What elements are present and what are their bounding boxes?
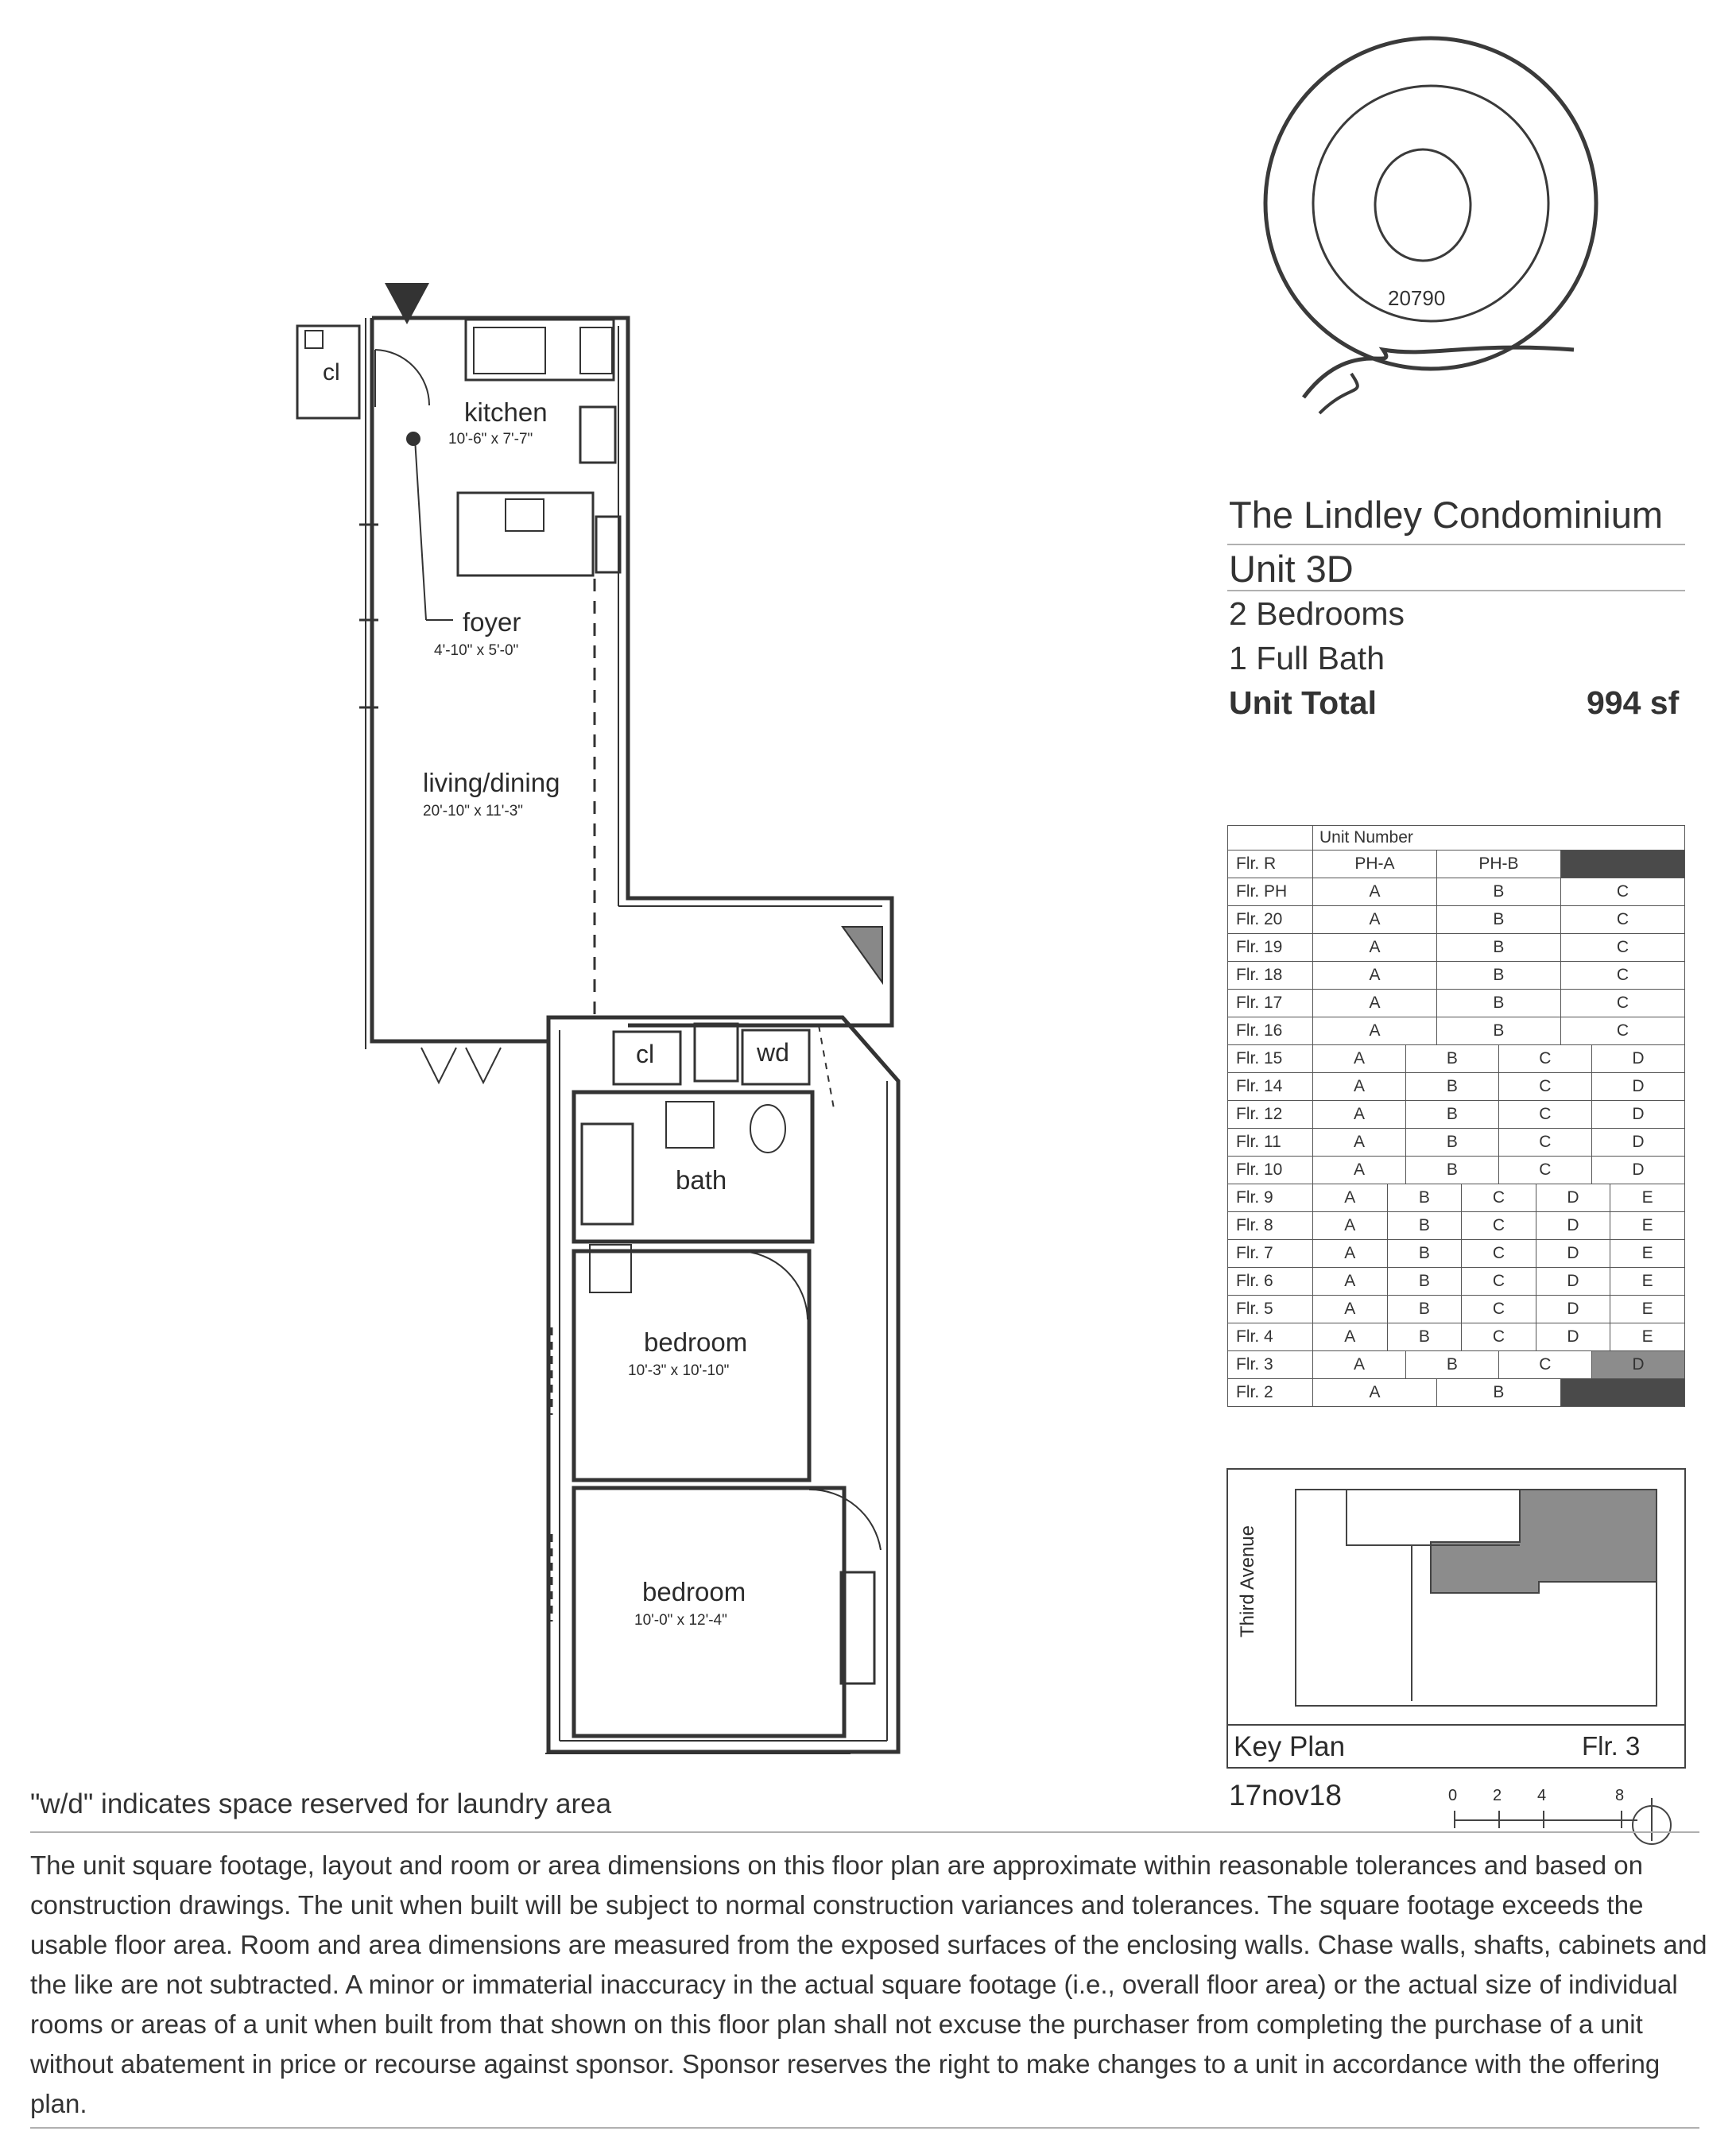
building-name: The Lindley Condominium [1229, 494, 1664, 536]
wd-label: wd [757, 1038, 789, 1067]
unit-cell: D [1536, 1323, 1610, 1351]
unit-cell: C [1462, 1184, 1536, 1212]
table-row [1228, 1323, 1685, 1351]
unit-cell: A [1313, 1379, 1437, 1407]
unit-cell: B [1436, 1017, 1560, 1045]
unit-cell: C [1560, 934, 1684, 962]
table-row [1228, 1268, 1685, 1296]
key-plan-floor: Flr. 3 [1582, 1731, 1641, 1761]
floor-label: Flr. 20 [1228, 906, 1313, 934]
table-header: Unit Number [1313, 826, 1685, 851]
unit-name: Unit 3D [1229, 548, 1354, 590]
living-outer-wall [372, 318, 892, 1041]
table-row [1228, 1379, 1685, 1407]
unit-total-label: Unit Total [1229, 684, 1377, 721]
unit-cell: D [1536, 1212, 1610, 1240]
unit-cell: E [1610, 1184, 1685, 1212]
unit-cell: C [1462, 1323, 1536, 1351]
bedroom-2-dims: 10'-0" x 12'-4" [634, 1612, 727, 1629]
unit-cell: D [1591, 1073, 1684, 1101]
unit-cell: A [1313, 1073, 1406, 1101]
unit-cell: A [1313, 1017, 1437, 1045]
key-plan [1227, 1469, 1685, 1768]
floor-label: Flr. 8 [1228, 1212, 1313, 1240]
foyer-dims: 4'-10" x 5'-0" [434, 642, 519, 659]
unit-cell: PH-A [1313, 851, 1437, 878]
table-row [1228, 878, 1685, 906]
unit-cell: B [1387, 1212, 1462, 1240]
unit-cell: A [1313, 1268, 1388, 1296]
table-row [1228, 962, 1685, 990]
table-row [1228, 1184, 1685, 1212]
unit-cell [1560, 1379, 1684, 1407]
unit-cell: C [1462, 1240, 1536, 1268]
unit-cell: A [1313, 1045, 1406, 1073]
unit-cell: B [1405, 1351, 1498, 1379]
divider [30, 1831, 1699, 1833]
bedroom-1-label: bedroom [644, 1327, 748, 1357]
scale-tick-8: 8 [1615, 1787, 1625, 1804]
table-row [1228, 1240, 1685, 1268]
unit-cell: A [1313, 1101, 1406, 1129]
table-row [1228, 851, 1685, 878]
divider [1227, 544, 1685, 545]
floor-label: Flr. 16 [1228, 1017, 1313, 1045]
table-row [1228, 1045, 1685, 1073]
scale-bar [1455, 1798, 1671, 1844]
unit-cell: C [1560, 906, 1684, 934]
seal-number: 20790 [1388, 286, 1446, 310]
unit-cell: B [1405, 1045, 1498, 1073]
table-row [1228, 1351, 1685, 1379]
unit-cell: D [1536, 1296, 1610, 1323]
unit-cell: D [1536, 1184, 1610, 1212]
unit-cell: C [1498, 1073, 1591, 1101]
disclaimer-text: The unit square footage, layout and room or area dimensions on this floor plan are approximate within reasonable tolerances and based on construction drawings. The unit when built will be subject to normal construction variances and tolerances. The square footage exceeds the usable floor area. Room and area dimensions are measured from the exposed surfaces of the enclosing walls. Chase walls, shafts, cabinets and the like are not subtracted. A minor or immaterial inaccuracy in the actual square footage (i.e., overall floor area) or the actual size of individual rooms or areas of a unit when built from that shown on this floor plan shall not excuse the purchaser from completing the purchase of a unit without abatement in price or recourse against sponsor. Sponsor reserves the right to make changes to a unit in accordance with the offering plan. [30, 1850, 1707, 2118]
bath-count: 1 Full Bath [1229, 640, 1385, 676]
unit-cell: A [1313, 1129, 1406, 1157]
foyer-label: foyer [463, 607, 521, 637]
plan-date: 17nov18 [1229, 1779, 1342, 1811]
unit-cell: A [1313, 1212, 1388, 1240]
unit-cell: B [1405, 1073, 1498, 1101]
unit-cell: A [1313, 1296, 1388, 1323]
table-row [1228, 1157, 1685, 1184]
table-corner [1228, 826, 1313, 851]
table-row [1228, 1073, 1685, 1101]
key-plan-street: Third Avenue [1237, 1525, 1258, 1637]
unit-cell: E [1610, 1296, 1685, 1323]
closet-label-hall: cl [636, 1040, 655, 1068]
living-dims: 20'-10" x 11'-3" [423, 803, 524, 820]
kitchen-dims: 10'-6" x 7'-7" [448, 431, 533, 448]
floor-label: Flr. 9 [1228, 1184, 1313, 1212]
unit-cell: C [1560, 878, 1684, 906]
floor-label: Flr. 17 [1228, 990, 1313, 1017]
unit-cell: C [1498, 1351, 1591, 1379]
floor-label: Flr. R [1228, 851, 1313, 878]
unit-cell: D [1591, 1045, 1684, 1073]
unit-total-value: 994 sf [1587, 684, 1680, 721]
bedroom-1-dims: 10'-3" x 10'-10" [628, 1362, 730, 1379]
floor-label: Flr. PH [1228, 878, 1313, 906]
table-row [1228, 934, 1685, 962]
unit-cell: C [1498, 1129, 1591, 1157]
unit-cell: B [1436, 878, 1560, 906]
unit-cell: B [1436, 934, 1560, 962]
unit-cell: E [1610, 1268, 1685, 1296]
scale-tick-4: 4 [1537, 1787, 1547, 1804]
unit-cell: B [1405, 1129, 1498, 1157]
unit-cell: B [1387, 1240, 1462, 1268]
kitchen-label: kitchen [464, 397, 548, 427]
unit-cell: B [1436, 906, 1560, 934]
unit-cell: C [1560, 962, 1684, 990]
floor-label: Flr. 12 [1228, 1101, 1313, 1129]
unit-cell: D [1591, 1129, 1684, 1157]
unit-cell: A [1313, 906, 1437, 934]
unit-cell: A [1313, 1240, 1388, 1268]
scale-tick-2: 2 [1493, 1787, 1502, 1804]
scale-tick-0: 0 [1448, 1787, 1458, 1804]
floor-label: Flr. 15 [1228, 1045, 1313, 1073]
unit-cell: B [1387, 1323, 1462, 1351]
unit-cell: A [1313, 878, 1437, 906]
unit-cell: B [1436, 990, 1560, 1017]
bedroom-count: 2 Bedrooms [1229, 595, 1405, 632]
floor-label: Flr. 14 [1228, 1073, 1313, 1101]
divider [30, 2127, 1699, 2129]
unit-cell: A [1313, 934, 1437, 962]
floor-label: Flr. 3 [1228, 1351, 1313, 1379]
floor-label: Flr. 7 [1228, 1240, 1313, 1268]
key-plan-label: Key Plan [1234, 1731, 1346, 1762]
table-row [1228, 906, 1685, 934]
floor-label: Flr. 11 [1228, 1129, 1313, 1157]
unit-cell: D [1536, 1240, 1610, 1268]
unit-cell: B [1436, 1379, 1560, 1407]
table-row [1228, 1129, 1685, 1157]
unit-cell: B [1436, 962, 1560, 990]
unit-cell: C [1560, 1017, 1684, 1045]
unit-cell: B [1387, 1268, 1462, 1296]
bath-label: bath [676, 1165, 727, 1195]
floor-label: Flr. 5 [1228, 1296, 1313, 1323]
unit-cell: B [1387, 1296, 1462, 1323]
floor-label: Flr. 2 [1228, 1379, 1313, 1407]
unit-cell: D [1591, 1157, 1684, 1184]
unit-cell: E [1610, 1240, 1685, 1268]
floor-label: Flr. 10 [1228, 1157, 1313, 1184]
living-label: living/dining [423, 768, 560, 797]
unit-cell: C [1462, 1268, 1536, 1296]
unit-cell: C [1462, 1212, 1536, 1240]
unit-cell: C [1498, 1101, 1591, 1129]
floor-label: Flr. 4 [1228, 1323, 1313, 1351]
unit-cell [1560, 851, 1684, 878]
unit-cell: E [1610, 1212, 1685, 1240]
unit-cell: A [1313, 962, 1437, 990]
unit-cell: A [1313, 1184, 1388, 1212]
laundry-note: "w/d" indicates space reserved for laundry area [30, 1788, 612, 1819]
table-row [1228, 1296, 1685, 1323]
unit-cell: D [1536, 1268, 1610, 1296]
floor-label: Flr. 18 [1228, 962, 1313, 990]
table-row [1228, 1017, 1685, 1045]
closet-label-entry: cl [323, 359, 340, 386]
bedroom-2-label: bedroom [642, 1577, 746, 1606]
unit-cell: A [1313, 1323, 1388, 1351]
table-row [1228, 1212, 1685, 1240]
unit-cell: A [1313, 1351, 1406, 1379]
unit-cell: D [1591, 1351, 1684, 1379]
unit-cell: C [1560, 990, 1684, 1017]
architect-seal [1265, 38, 1596, 413]
unit-cell: C [1498, 1157, 1591, 1184]
unit-cell: B [1405, 1101, 1498, 1129]
table-row [1228, 990, 1685, 1017]
unit-number-table [1227, 825, 1685, 1407]
unit-cell: C [1498, 1045, 1591, 1073]
unit-cell: B [1405, 1157, 1498, 1184]
unit-cell: E [1610, 1323, 1685, 1351]
unit-cell: C [1462, 1296, 1536, 1323]
divider [1227, 590, 1685, 591]
unit-cell: A [1313, 1157, 1406, 1184]
unit-cell: B [1387, 1184, 1462, 1212]
floor-label: Flr. 19 [1228, 934, 1313, 962]
table-row [1228, 1101, 1685, 1129]
unit-cell: D [1591, 1101, 1684, 1129]
floor-label: Flr. 6 [1228, 1268, 1313, 1296]
unit-cell: A [1313, 990, 1437, 1017]
unit-cell: PH-B [1436, 851, 1560, 878]
